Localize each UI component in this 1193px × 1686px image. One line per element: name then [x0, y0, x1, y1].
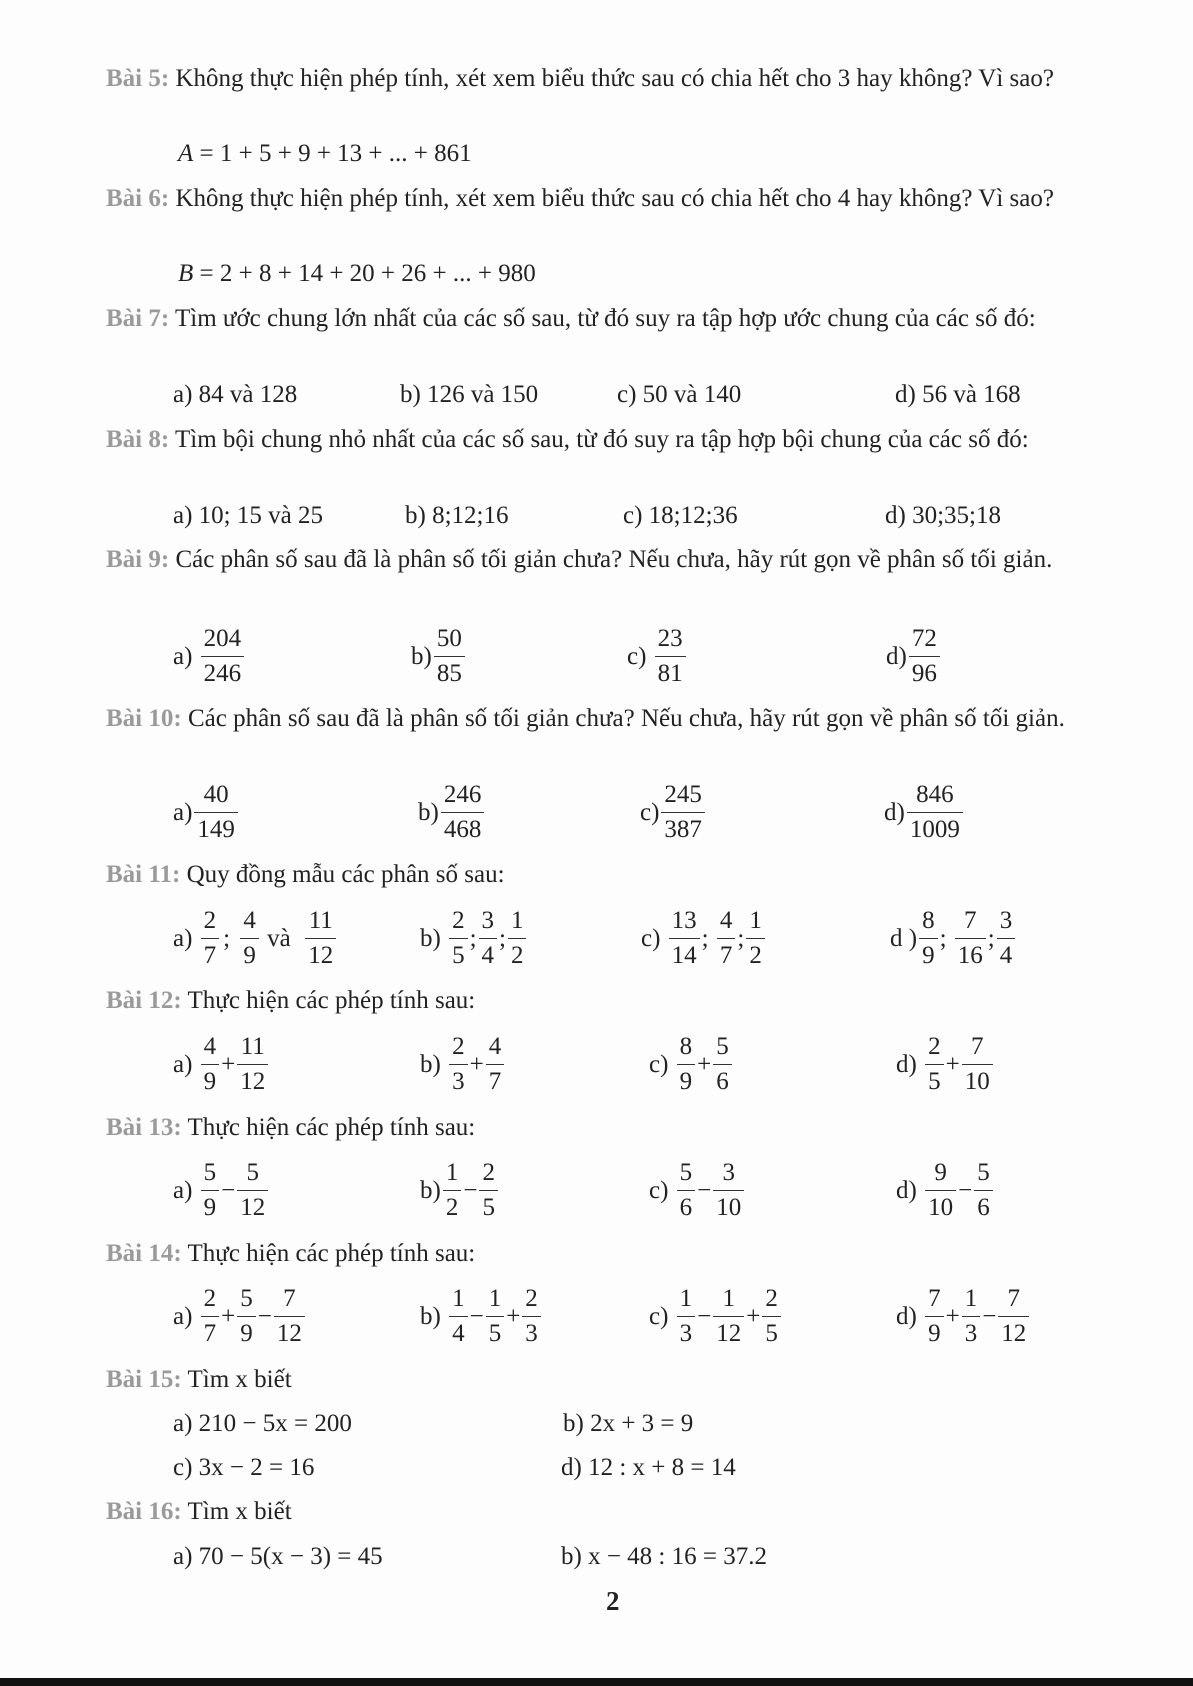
page-number: 2 — [606, 1586, 620, 1616]
exercise-text: Không thực hiện phép tính, xét xem biểu thức sau có chia hết cho 3 hay không? Vì sao? — [169, 65, 1054, 92]
fraction-item: d) $\frac{846}{1009}$ — [884, 780, 965, 845]
fraction: $\frac{846}{1009}$ — [907, 780, 963, 845]
exercise-label: Bài 12: — [106, 987, 182, 1014]
exercise-label: Bài 13: — [106, 1114, 182, 1141]
list-item: b) 126 và 150 — [400, 381, 539, 408]
exercise-12 — [106, 984, 1126, 1017]
list-item: a) 210 − 5x = 200 — [173, 1410, 352, 1437]
exercise-text: Các phân số sau đã là phân số tối giản chưa? Nếu chưa, hãy rút gọn về phân số tối giản. — [169, 546, 1053, 573]
exercise-label: Bài 9: — [106, 546, 170, 573]
list-item: c) 3x − 2 = 16 — [173, 1454, 315, 1481]
list-item: b) 2x + 3 = 9 — [563, 1410, 694, 1437]
exercise-5 — [106, 62, 1126, 95]
exercise-10 — [106, 702, 1126, 735]
formula-b: B = 2 + 8 + 14 + 20 + 26 + ... + 980 — [178, 260, 536, 287]
fraction-item: a) $\frac{40}{149}$ — [173, 780, 240, 845]
fraction-item: c) $\frac{13}{14}$ ; $\frac{4}{7}$ ; $\frac{1}{2}$ — [641, 906, 767, 971]
list-item: c) 18;12;36 — [623, 502, 738, 529]
exercise-label: Bài 5: — [106, 65, 170, 92]
expression-item: b) $\frac{2}{3}$ + $\frac{4}{7}$ — [420, 1032, 506, 1097]
exercise-16 — [106, 1495, 1126, 1528]
list-item: a) 70 − 5(x − 3) = 45 — [173, 1543, 383, 1570]
list-item: c) 50 và 140 — [617, 381, 742, 408]
exercise-text: Thực hiện các phép tính sau: — [181, 1114, 476, 1141]
fraction: $\frac{50}{85}$ — [434, 624, 465, 689]
list-item: b) 8;12;16 — [405, 502, 509, 529]
list-item: b) x − 48 : 16 = 37.2 — [561, 1543, 767, 1570]
fraction: $\frac{204}{246}$ — [201, 624, 245, 689]
expression-item: b) $\frac{1}{4}$ − $\frac{1}{5}$ + $\frac{2}{3}$ — [420, 1284, 543, 1349]
exercise-15 — [106, 1363, 1126, 1396]
exercise-label: Bài 11: — [106, 861, 181, 888]
exercise-label: Bài 15: — [106, 1366, 182, 1393]
fraction-item: b) $\frac{50}{85}$ — [411, 624, 467, 689]
expression-item: d) $\frac{7}{9}$ + $\frac{1}{3}$ − $\frac{7}{12}$ — [896, 1284, 1031, 1349]
exercise-6 — [106, 182, 1126, 215]
exercise-8 — [106, 423, 1126, 456]
expression-item: a) $\frac{2}{7}$ + $\frac{5}{9}$ − $\frac{7}{12}$ — [173, 1284, 307, 1349]
fraction-item: d ) $\frac{8}{9}$ ; $\frac{7}{16}$ ; $\frac{3}{4}$ — [890, 906, 1017, 971]
exercise-label: Bài 8: — [106, 426, 170, 453]
fraction-item: a) $\frac{2}{7}$ ; $\frac{4}{9}$ và $\frac{11}{12}$ — [173, 906, 338, 971]
exercise-7 — [106, 302, 1126, 335]
exercise-14 — [106, 1237, 1126, 1270]
exercise-text: Quy đồng mẫu các phân số sau: — [180, 861, 505, 888]
fraction-item: b) $\frac{2}{5}$ ; $\frac{3}{4}$ ; $\frac{1}{2}$ — [420, 906, 528, 971]
expression-item: a) $\frac{5}{9}$ − $\frac{5}{12}$ — [173, 1158, 270, 1223]
exercise-9 — [106, 543, 1126, 576]
exercise-text: Tìm x biết — [181, 1498, 292, 1525]
list-item: d) 56 và 168 — [895, 381, 1021, 408]
expression-item: c) $\frac{8}{9}$ + $\frac{5}{6}$ — [649, 1032, 734, 1097]
exercise-text: Tìm bội chung nhỏ nhất của các số sau, từ đó suy ra tập hợp bội chung của các số đó: — [169, 426, 1029, 453]
exercise-13 — [106, 1111, 1126, 1144]
exercise-text: Tìm ước chung lớn nhất của các số sau, từ đó suy ra tập hợp ước chung của các số đó: — [169, 305, 1036, 332]
exercise-text: Không thực hiện phép tính, xét xem biểu thức sau có chia hết cho 4 hay không? Vì sao? — [169, 185, 1054, 212]
fraction: $\frac{246}{468}$ — [441, 780, 485, 845]
expression-item: d) $\frac{2}{5}$ + $\frac{7}{10}$ — [896, 1032, 995, 1097]
exercise-text: Thực hiện các phép tính sau: — [181, 1240, 476, 1267]
list-item: d) 30;35;18 — [885, 502, 1001, 529]
exercise-label: Bài 16: — [106, 1498, 182, 1525]
expression-item: c) $\frac{5}{6}$ − $\frac{3}{10}$ — [649, 1158, 746, 1223]
exercise-text: Tìm x biết — [181, 1366, 292, 1393]
formula-a: A = 1 + 5 + 9 + 13 + ... + 861 — [178, 140, 472, 167]
expression-item: d) $\frac{9}{10}$ − $\frac{5}{6}$ — [896, 1158, 995, 1223]
expression-item: a) $\frac{4}{9}$ + $\frac{11}{12}$ — [173, 1032, 270, 1097]
fraction-item: a) $\frac{204}{246}$ — [173, 624, 246, 689]
exercise-label: Bài 10: — [106, 705, 182, 732]
exercise-text: Thực hiện các phép tính sau: — [181, 987, 476, 1014]
expression-item: c) $\frac{1}{3}$ − $\frac{1}{12}$ + $\frac{2}{5}$ — [649, 1284, 783, 1349]
fraction: $\frac{40}{149}$ — [194, 780, 238, 845]
list-item: a) 84 và 128 — [173, 381, 298, 408]
fraction: $\frac{245}{387}$ — [661, 780, 705, 845]
scan-edge — [0, 1678, 1193, 1686]
expression-item: b) $\frac{1}{2}$ − $\frac{2}{5}$ — [420, 1158, 500, 1223]
fraction: $\frac{72}{96}$ — [909, 624, 940, 689]
exercise-text: Các phân số sau đã là phân số tối giản chưa? Nếu chưa, hãy rút gọn về phân số tối giản. — [181, 705, 1065, 732]
list-item: d) 12 : x + 8 = 14 — [561, 1454, 736, 1481]
fraction-item: b) $\frac{246}{468}$ — [418, 780, 486, 845]
exercise-label: Bài 14: — [106, 1240, 182, 1267]
fraction-item: d) $\frac{72}{96}$ — [886, 624, 942, 689]
fraction-item: c) $\frac{245}{387}$ — [640, 780, 707, 845]
exercise-label: Bài 7: — [106, 305, 170, 332]
list-item: a) 10; 15 và 25 — [173, 502, 323, 529]
exercise-label: Bài 6: — [106, 185, 170, 212]
fraction-item: c) $\frac{23}{81}$ — [627, 624, 688, 689]
exercise-11 — [106, 858, 1126, 891]
fraction: $\frac{23}{81}$ — [655, 624, 686, 689]
